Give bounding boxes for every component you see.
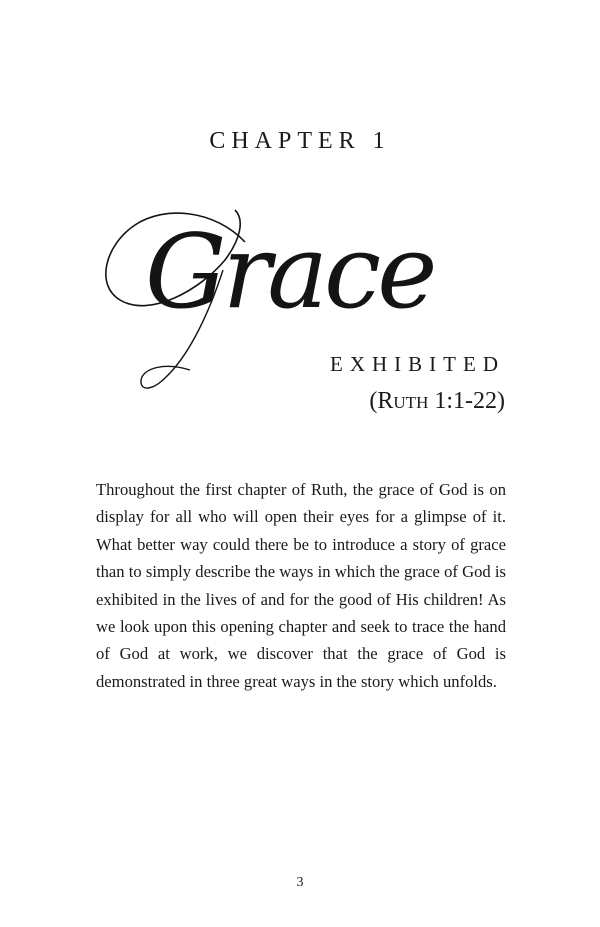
page-number: 3 xyxy=(296,875,304,890)
body-paragraph: Throughout the first chapter of Ruth, the grace of God is on display for all who will open their eyes for a glimpse of it. What better way could there be to introduce a story of grace than to simply describe the ways in which the grace of God is exhibited in the lives of and for the good of His children! As we look upon this opening chapter and seek to trace the hand of God at work, we discover that the grace of God is demonstrated in three great ways in the story which unfolds. xyxy=(96,480,506,691)
scripture-reference: (Ruth 1:1-22) xyxy=(369,388,505,414)
chapter-title: Grace xyxy=(145,213,434,332)
chapter-label: CHAPTER 1 xyxy=(209,128,391,154)
chapter-subtitle: EXHIBITED xyxy=(330,352,505,376)
